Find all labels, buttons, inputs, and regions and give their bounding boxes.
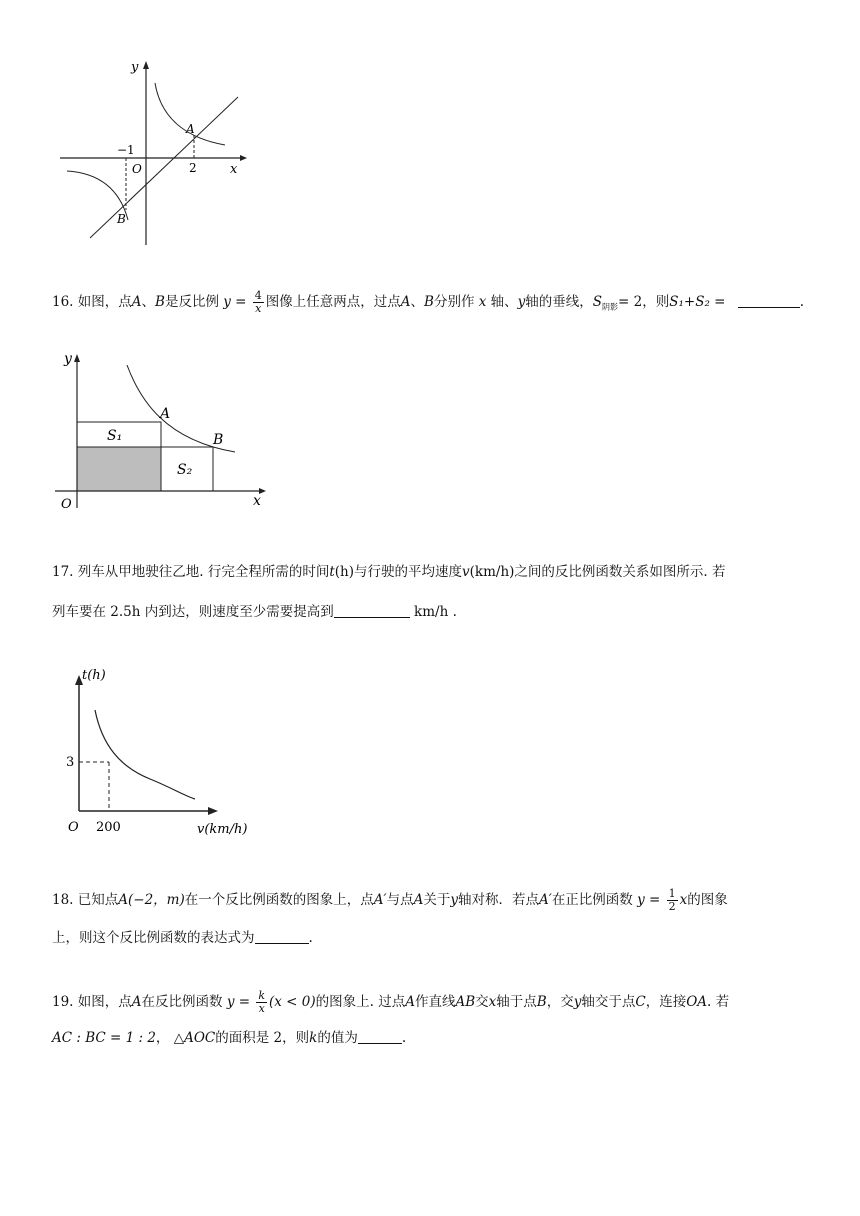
point-B-label: B: [213, 432, 224, 448]
origin-label: O: [61, 497, 72, 512]
origin-label: O: [68, 820, 79, 835]
tick-3: 3: [66, 755, 75, 770]
question-18-line-2: 上，则这个反比例函数的表达式为 .: [52, 930, 313, 946]
question-18-line-1: 18. 已知点A(−2，m)在一个反比例函数的图象上，点A′与点A关于y轴对称．若点A′在正比例函数 y = $\frac{1}{2}$ x的图象: [52, 887, 728, 913]
answer-blank[interactable]: [738, 293, 800, 308]
x-label: v(km/h): [197, 822, 248, 837]
fraction-1-over-2: $\frac{1}{2}$: [668, 887, 676, 913]
tick-neg1: −1: [117, 143, 135, 157]
point-A-label: A: [160, 406, 171, 422]
point-A-label: A: [186, 122, 195, 136]
question-17-line-1: 17. 列车从甲地驶往乙地. 行完全程所需的时间t(h)与行驶的平均速度v(km/h)之间的反比例函数关系如图所示. 若: [52, 564, 726, 580]
x-arrow: [240, 155, 247, 161]
q15-figure: [55, 55, 265, 250]
y-label: y: [131, 60, 139, 75]
x-label: x: [230, 162, 238, 177]
tick-200: 200: [96, 820, 121, 835]
q17-figure: [60, 665, 260, 840]
line-AB: [90, 97, 238, 238]
q16-figure: [55, 345, 275, 515]
shaded-rect: [77, 447, 161, 491]
question-17-line-2: 列车要在 2.5h 内到达，则速度至少需要提高到 km/h .: [52, 604, 457, 620]
y-label: y: [64, 351, 72, 367]
x-label: x: [253, 493, 261, 509]
x-arrow: [208, 807, 218, 815]
fraction-4-over-x: $\frac{4}{x}$: [254, 289, 262, 315]
answer-blank[interactable]: [255, 929, 309, 944]
tick-2: 2: [189, 161, 197, 175]
y-arrow: [143, 61, 149, 69]
S2-label: S₂: [177, 462, 193, 478]
y-arrow: [74, 354, 80, 362]
fraction-k-over-x: $\frac{k}{x}$: [258, 989, 266, 1015]
y-label: t(h): [82, 668, 106, 683]
question-16: 16. 如图，点A、B是反比例 y = $\frac{4}{x}$ 图像上任意两点，过点A、B分别作 x 轴、y轴的垂线，$S_{阴影}= 2$，则S₁+S₂ = .: [52, 289, 805, 315]
origin-label: O: [132, 162, 142, 176]
answer-blank[interactable]: [334, 603, 410, 618]
S1-label: S₁: [107, 428, 123, 444]
curve: [95, 710, 195, 799]
point-B-label: B: [117, 212, 126, 226]
answer-blank[interactable]: [358, 1029, 402, 1044]
question-19-line-1: 19. 如图，点A在反比例函数 y = $\frac{k}{x}$ (x < 0)的图象上. 过点A作直线AB交x轴于点B，交y轴交于点C，连接OA. 若: [52, 989, 730, 1015]
question-19-line-2: AC : BC = 1 : 2， △AOC的面积是 2，则k的值为 .: [52, 1030, 407, 1046]
